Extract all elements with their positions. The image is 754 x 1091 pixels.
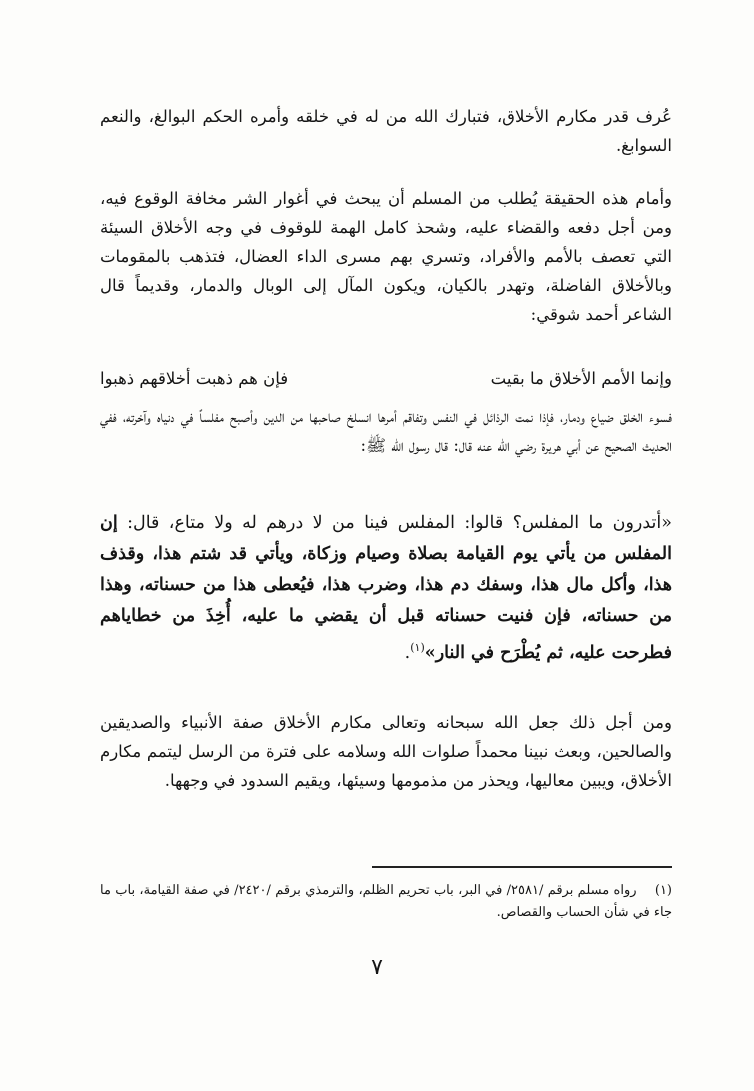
paragraph-1: عُرف قدر مكارم الأخلاق، فتبارك الله من له في خلقه وأمره الحكم البوالغ، والنعم السوابغ. xyxy=(100,107,672,155)
hadith-intro: «أتدرون ما المفلس؟ قالوا: المفلس فينا من لا درهم له ولا متاع، قال: xyxy=(127,513,672,533)
hadith-footnote-ref: (١) xyxy=(410,641,425,654)
paragraph-3: فسوء الخلق ضياع ودمار، فإذا نمت الرذائل في النفس وتفاقم أمرها انسلخ صاحبها من الدين وأصبح مفلساً في دنياه وآخرته، ففي الحديث الصحيح عن أبي هريرة رضي الله عنه قال: قال رسول الله ﷺ: xyxy=(100,407,672,455)
hadith-end: . xyxy=(404,642,411,663)
footnote xyxy=(100,880,672,924)
hadith-body: إن المفلس من يأتي يوم القيامة بصلاة وصيام وزكاة، ويأتي قد شتم هذا، وقذف هذا، وأكل مال هذا، وسفك دم هذا، وضرب هذا، فيُعطى هذا من حسناته، وهذا من حسناته، فإن فنيت حسناته قبل أن يقضي ما عليه، أُخِذَ من خطاياهم فطرحت عليه، ثم يُطْرَح في النار» xyxy=(100,513,672,663)
hadith-quote xyxy=(100,508,672,669)
footnote-text: رواه مسلم برقم /٢٥٨١/ في البر، باب تحريم الظلم، والترمذي برقم /٢٤٢٠/ في صفة القيامة، باب ما جاء في شأن الحساب والقصاص. xyxy=(100,883,672,920)
footnote-marker: (١) xyxy=(654,883,672,898)
page-number: ٧ xyxy=(371,955,383,980)
paragraph-4: ومن أجل ذلك جعل الله سبحانه وتعالى مكارم الأخلاق صفة الأنبياء والصديقين والصالحين، وبعث نبينا محمداً صلوات الله وسلامه على فترة من الرسل ليتمم مكارم الأخلاق، ويبين معاليها، ويحذر من مذمومها وسيئها، ويقيم السدود في وجهها. xyxy=(100,713,672,790)
verse-second-hemistich: فإن هم ذهبت أخلاقهم ذهبوا xyxy=(100,369,289,388)
footnote-divider xyxy=(372,866,672,868)
poetry-verse xyxy=(100,364,672,393)
verse-first-hemistich: وإنما الأمم الأخلاق ما بقيت xyxy=(490,369,672,388)
paragraph-2: وأمام هذه الحقيقة يُطلب من المسلم أن يبحث في أغوار الشر مخافة الوقوع فيه، ومن أجل دفعه والقضاء عليه، وشحذ كامل الهمة للوقوف في وجه الأخلاق السيئة التي تعصف بالأمم والأفراد، وتسري بهم مسرى الداء العضال، فتذهب بالمقومات وبالأخلاق الفاضلة، وتهدر بالكيان، ويكون المآل إلى الوبال والدمار، وقديماً قال الشاعر أحمد شوقي: xyxy=(100,189,672,324)
